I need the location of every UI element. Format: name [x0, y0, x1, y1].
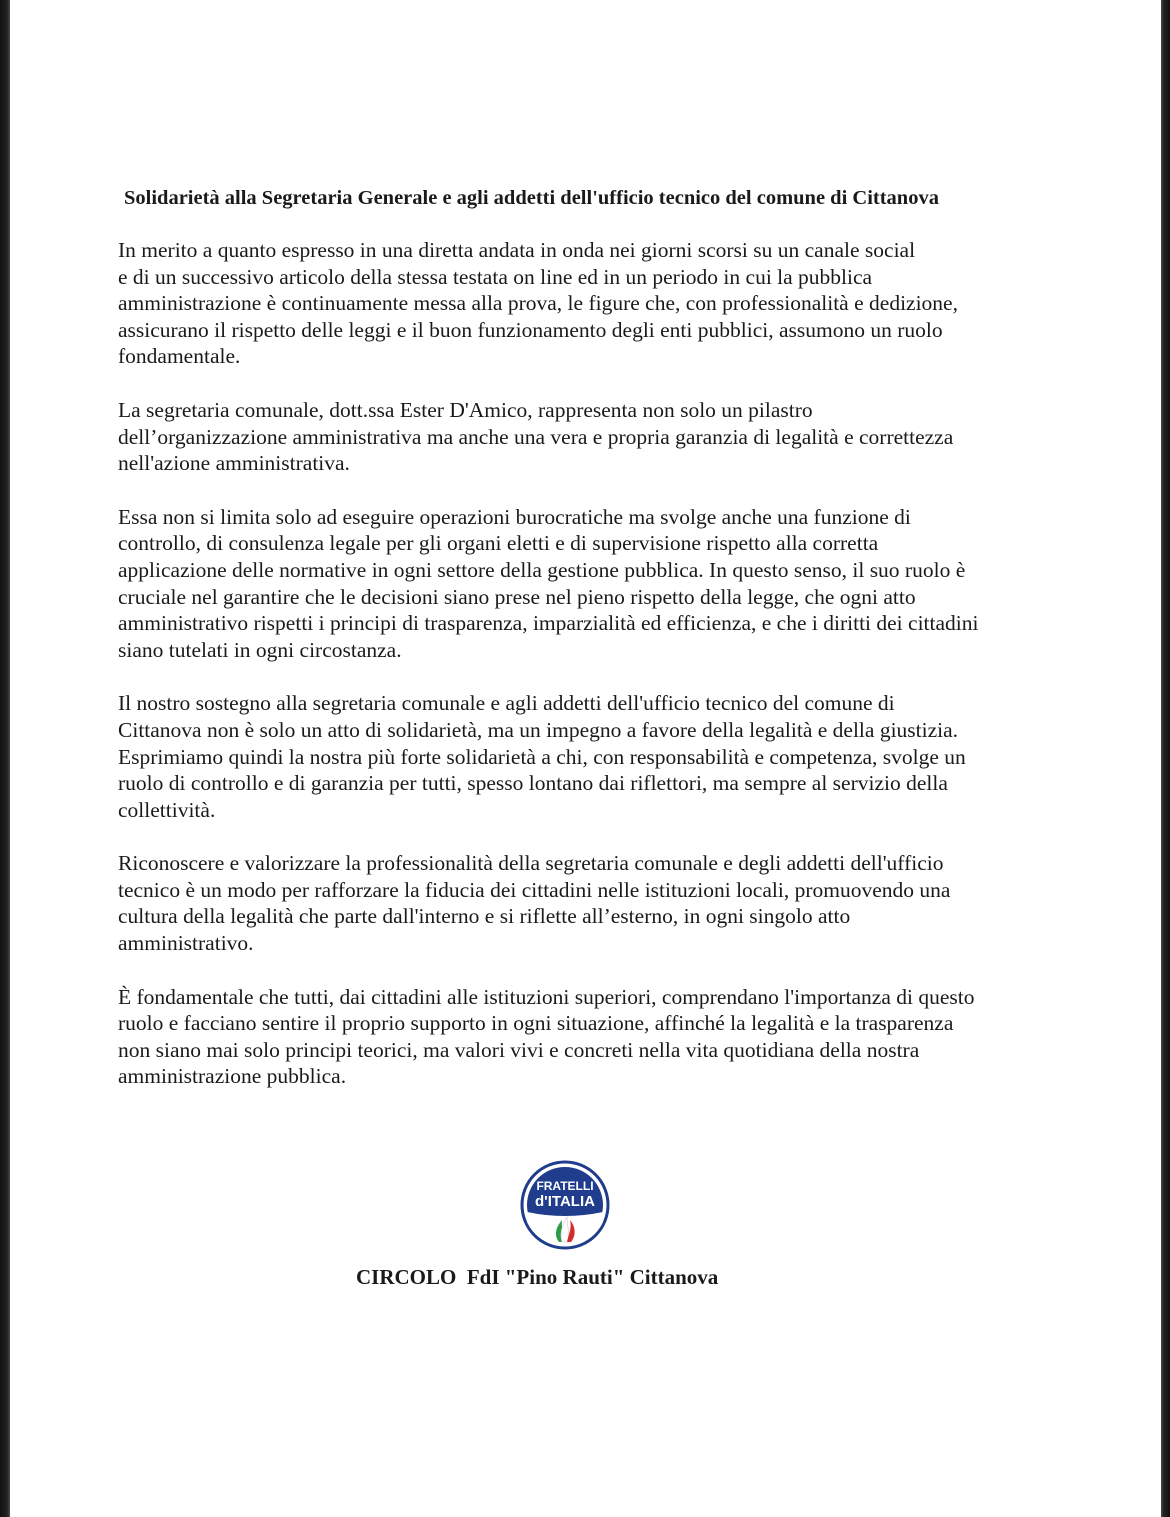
paragraph-line: amministrativo rispetti i principi di trasparenza, imparzialità ed efficienza, e che i diritti dei cittadini: [118, 611, 979, 636]
paragraph-line: tecnico è un modo per rafforzare la fiducia dei cittadini nelle istituzioni locali, promuovendo una: [118, 877, 951, 902]
paragraph-line: nell'azione amministrativa.: [118, 451, 350, 476]
fratelli-ditalia-logo-icon: [515, 1160, 615, 1250]
document-page[interactable]: [10, 0, 1161, 1517]
paragraph-5: [118, 850, 1063, 956]
document-title: Solidarietà alla Segretaria Generale e agli addetti dell'ufficio tecnico del comune di Cittanova: [124, 187, 939, 209]
paragraph-line: non siano mai solo principi teorici, ma valori vivi e concreti nella vita quotidiana della nostra: [118, 1037, 920, 1062]
paragraph-line: cruciale nel garantire che le decisioni siano prese nel pieno rispetto della legge, che ogni atto: [118, 584, 916, 609]
paragraph-line: ruolo di controllo e di garanzia per tutti, spesso lontano dai riflettori, ma sempre al servizio della: [118, 771, 948, 796]
paragraph-1: [118, 237, 1063, 370]
paragraph-line: amministrazione pubblica.: [118, 1064, 347, 1089]
paragraph-line: assicurano il rispetto delle leggi e il buon funzionamento degli enti pubblici, assumono un ruolo: [118, 317, 943, 342]
paragraph-line: Esprimiamo quindi la nostra più forte solidarietà a chi, con responsabilità e competenza, svolge un: [118, 744, 966, 769]
paragraph-line: In merito a quanto espresso in una diretta andata in onda nei giorni scorsi su un canale social: [118, 238, 916, 262]
paragraph-line: applicazione delle normative in ogni settore della gestione pubblica. In questo senso, il suo ruolo è: [118, 557, 966, 582]
paragraph-line: Il nostro sostegno alla segretaria comunale e agli addetti dell'ufficio tecnico del comune di: [118, 691, 895, 716]
signature: CIRCOLO FdI "Pino Rauti" Cittanova: [356, 1265, 719, 1289]
paragraph-2: [118, 397, 1063, 477]
paragraph-line: dell’organizzazione amministrativa ma anche una vera e propria garanzia di legalità e correttezza: [118, 424, 954, 449]
paragraph-line: ruolo e facciano sentire il proprio supporto in ogni situazione, affinché la legalità e la trasparenza: [118, 1011, 954, 1036]
paragraph-line: siano tutelati in ogni circostanza.: [118, 637, 402, 662]
logo-line2: d'ITALIA: [535, 1193, 595, 1210]
paragraph-line: controllo, di consulenza legale per gli organi eletti e di supervisione rispetto alla corretta: [118, 531, 879, 556]
logo-line1: FRATELLI: [536, 1179, 594, 1193]
paragraph-line: Riconoscere e valorizzare la professionalità della segretaria comunale e degli addetti dell'ufficio: [118, 851, 944, 876]
paragraph-line: e di un successivo articolo della stessa testata on line ed in un periodo in cui la pubblica: [118, 264, 873, 289]
paragraph-line: La segretaria comunale, dott.ssa Ester D'Amico, rappresenta non solo un pilastro: [118, 397, 813, 422]
paragraph-line: fondamentale.: [118, 344, 241, 369]
paragraph-line: amministrativo.: [118, 931, 254, 956]
paragraph-line: Essa non si limita solo ad eseguire operazioni burocratiche ma svolge anche una funzione di: [118, 504, 911, 529]
paragraph-6: [118, 984, 1063, 1090]
paragraph-line: Cittanova non è solo un atto di solidarietà, ma un impegno a favore della legalità e della giustizia.: [118, 717, 959, 742]
paragraph-line: amministrazione è continuamente messa alla prova, le figure che, con professionalità e dedizione,: [118, 291, 958, 316]
paragraph-line: cultura della legalità che parte dall'interno e si riflette all’esterno, in ogni singolo atto: [118, 904, 851, 929]
paragraph-3: [118, 504, 1063, 664]
left-dark-border: [0, 0, 10, 1517]
paragraph-line: È fondamentale che tutti, dai cittadini alle istituzioni superiori, comprendano l'importanza di questo: [118, 984, 975, 1009]
paragraph-4: [118, 690, 1063, 823]
paragraph-line: collettività.: [118, 797, 216, 822]
right-dark-border: [1161, 0, 1170, 1517]
document-body: [118, 184, 1063, 1117]
